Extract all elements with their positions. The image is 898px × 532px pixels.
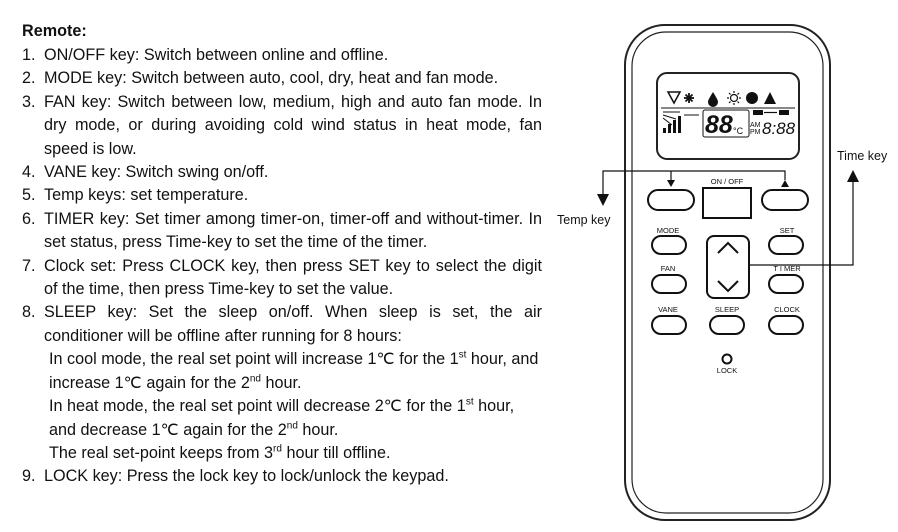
item-text: VANE key: Switch swing on/off. [44, 163, 269, 182]
lcd-pm: PM [750, 129, 761, 136]
lock-label: LOCK [716, 366, 738, 375]
vane-label: VANE [658, 305, 678, 314]
time-key-button[interactable] [707, 236, 749, 298]
set-label: SET [779, 226, 795, 235]
item-text: SLEEP key: Set the sleep on/off. When sleep is set, the air conditioner will be offline after running for 8 hours: [44, 303, 542, 345]
mode-button[interactable] [652, 236, 686, 254]
temp-down-button[interactable] [648, 190, 694, 210]
item-text: MODE key: Switch between auto, cool, dry, heat and fan mode. [44, 69, 499, 88]
onoff-button[interactable] [703, 188, 751, 218]
timer-indicator [753, 110, 763, 115]
item-text: FAN key: Switch between low, medium, high and auto fan mode. In dry mode, or during avoiding cold wind status in heat mode, fan speed is low. [44, 92, 542, 158]
lcd-temperature: 88 [705, 111, 733, 139]
lcd-am: AM [750, 122, 761, 129]
item-text: LOCK key: Press the lock key to lock/unlock the keypad. [44, 467, 449, 486]
item-text: TIMER key: Set timer among timer-on, timer-off and without-timer. In set status, press Time-key to set the time of the timer. [44, 209, 542, 252]
item-text: ON/OFF key: Switch between online and offline. [44, 46, 389, 64]
fan-button[interactable] [652, 275, 686, 293]
sleep-label: SLEEP [714, 305, 740, 314]
sleep-button[interactable] [710, 316, 744, 334]
clock-label: CLOCK [774, 305, 800, 314]
item-text: Temp keys: set temperature. [44, 186, 249, 205]
cool-mode-icon [684, 93, 694, 103]
timer-label: T I MER [773, 264, 801, 273]
temp-up-button[interactable] [762, 190, 808, 210]
lcd-clock: 8:88 [762, 119, 796, 138]
sleep-cool-note: In cool mode, the real set point will increase 1℃ for the 1st hour, and increase 1℃ again for the 2nd hour. [49, 349, 539, 392]
heading: Remote: [22, 22, 87, 40]
fan-label: FAN [660, 264, 676, 273]
item-number: 6. [22, 209, 36, 228]
item-number: 5. [22, 186, 36, 205]
item-text: Clock set: Press CLOCK key, then press SET key to select the digit of the time, then press Time-key to set the value. [44, 256, 542, 299]
onoff-label: ON / OFF [710, 177, 744, 186]
mode-label: MODE [656, 226, 680, 235]
clock-button[interactable] [769, 316, 803, 334]
time-key-callout-label: Time key [837, 149, 888, 163]
item-number: 9. [22, 467, 36, 486]
item-number: 3. [22, 92, 36, 111]
temp-key-callout-label: Temp key [557, 213, 611, 227]
set-button[interactable] [769, 236, 803, 254]
vane-button[interactable] [652, 316, 686, 334]
item-number: 2. [22, 69, 36, 88]
item-number: 8. [22, 303, 36, 322]
timer-button[interactable] [769, 275, 803, 293]
fan-mode-icon [746, 92, 758, 104]
sleep-keep-note: The real set-point keeps from 3rd hour till offline. [49, 443, 391, 462]
item-number: 1. [22, 46, 36, 64]
sleep-heat-note: In heat mode, the real set point will decrease 2℃ for the 1st hour, and decrease 1℃ again for the 2nd hour. [49, 396, 515, 439]
lock-button[interactable] [723, 355, 732, 364]
item-number: 4. [22, 163, 36, 182]
lcd-temperature-unit: °C [733, 126, 744, 136]
item-number: 7. [22, 256, 36, 275]
